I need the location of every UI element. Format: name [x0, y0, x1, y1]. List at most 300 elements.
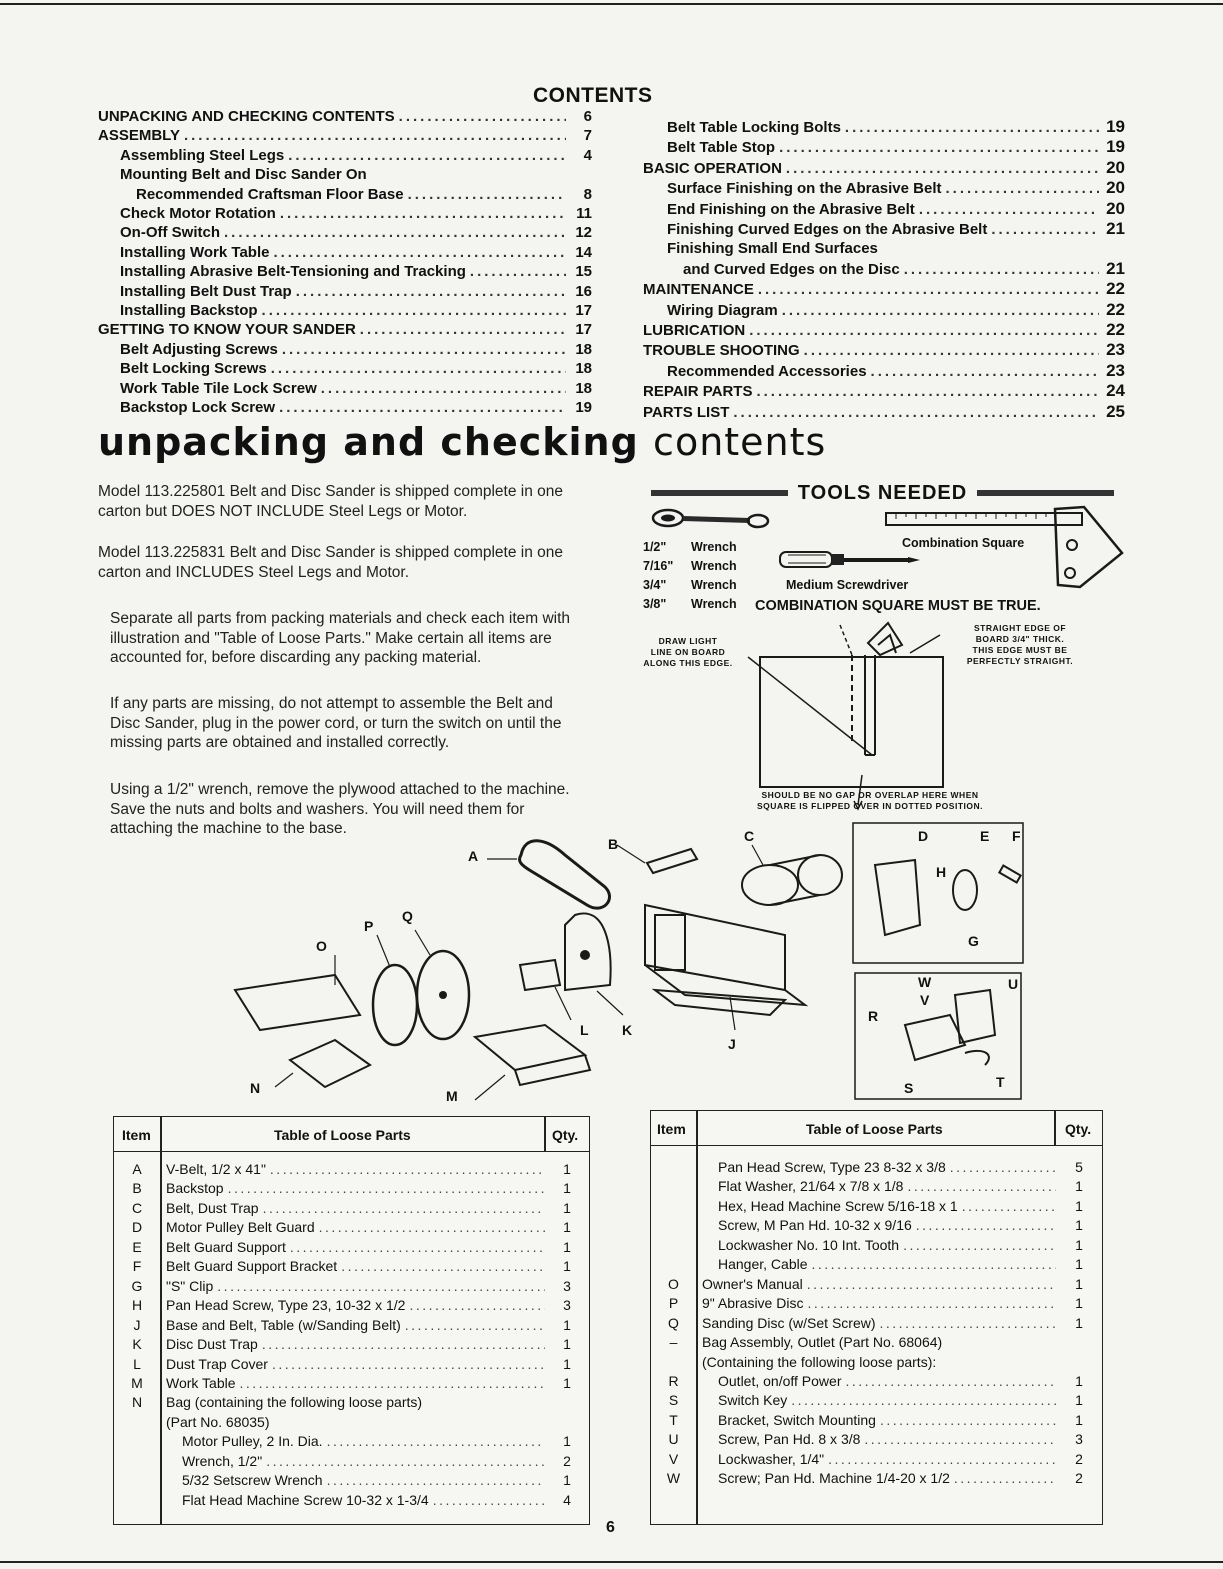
col-desc-header: Table of Loose Parts — [274, 1127, 411, 1143]
row-leader-dots — [263, 1199, 545, 1218]
disc-plate-drawing — [565, 913, 611, 990]
row-leader-dots — [409, 1296, 545, 1315]
toc-entry — [643, 381, 1125, 401]
col-qty-header: Qty. — [1065, 1121, 1092, 1137]
toc-entry-label: Surface Finishing on the Abrasive Belt — [667, 180, 942, 198]
toc-entry-label: Check Motor Rotation — [120, 205, 276, 223]
heading-bar-left — [651, 490, 788, 496]
row-desc — [696, 1391, 1056, 1410]
row-leader-dots — [217, 1277, 545, 1296]
wrench-size-row — [643, 538, 737, 557]
wrench-size-row — [643, 595, 737, 614]
callout-k: K — [622, 1022, 633, 1038]
parts-exploded-illustration — [225, 815, 1055, 1115]
table-row — [114, 1432, 589, 1451]
row-item — [651, 1158, 696, 1177]
sanding-disc-drawing — [417, 951, 469, 1039]
row-leader-dots — [903, 1236, 1056, 1255]
row-item: R — [668, 1372, 679, 1389]
row-qty: 1 — [1075, 1197, 1083, 1214]
toc-entry-label: ASSEMBLY — [98, 127, 180, 145]
toc-entry-label: Installing Work Table — [120, 243, 270, 261]
backstop-drawing — [647, 849, 697, 873]
paragraph-model-801: Model 113.225801 Belt and Disc Sander is shipped complete in one carton but DOES NOT INCLUDE Steel Legs or Motor. — [98, 483, 564, 520]
row-desc-text: Owner's Manual — [702, 1275, 803, 1292]
row-desc — [696, 1333, 1056, 1352]
row-desc-text: V-Belt, 1/2 x 41" — [166, 1161, 266, 1177]
row-item — [114, 1413, 160, 1432]
row-desc-text: Bag Assembly, Outlet (Part No. 68064) — [702, 1334, 943, 1351]
tools-needed-heading: TOOLS NEEDED — [651, 481, 1114, 505]
table-row — [651, 1255, 1102, 1274]
dust-trap-drawing — [742, 855, 842, 905]
row-item: L — [133, 1355, 141, 1372]
callout-r: R — [868, 1008, 879, 1024]
row-desc — [160, 1491, 545, 1510]
toc-entry-page: 12 — [575, 224, 592, 242]
callout-p: P — [364, 918, 374, 934]
row-item: J — [133, 1316, 141, 1333]
table-rows — [651, 1158, 1102, 1489]
wrench-size: 3/4" — [643, 578, 667, 592]
toc-entry-page: 19 — [575, 399, 592, 417]
row-item: H — [131, 1297, 143, 1314]
table-row — [651, 1275, 1102, 1294]
toc-entry-label: On-Off Switch — [120, 224, 220, 242]
toc-leader-dots — [271, 359, 566, 378]
col-desc-header: Table of Loose Parts — [806, 1121, 943, 1137]
toc-entry-label: Installing Abrasive Belt-Tensioning and Tracking — [120, 263, 466, 281]
row-item — [651, 1216, 696, 1235]
row-qty: 1 — [563, 1374, 571, 1391]
callout-h: H — [936, 864, 947, 880]
row-desc-text: (Part No. 68035) — [166, 1413, 270, 1430]
wrench-size-row — [643, 557, 737, 576]
callout-c: C — [744, 828, 755, 844]
table-row — [651, 1197, 1102, 1216]
page-number: 6 — [606, 1519, 615, 1536]
row-desc — [696, 1255, 1056, 1274]
row-item: K — [132, 1336, 142, 1353]
toc-entry-label: UNPACKING AND CHECKING CONTENTS — [98, 108, 395, 125]
toc-entry-page: 17 — [575, 321, 592, 339]
parts-bag-drawing — [290, 1040, 370, 1087]
toc-entry-label: GETTING TO KNOW YOUR SANDER — [98, 321, 356, 339]
wrench-size: 1/2" — [643, 540, 667, 554]
table-row — [651, 1177, 1102, 1196]
toc-entry-page: 21 — [1106, 219, 1125, 239]
row-item: N — [131, 1394, 143, 1411]
toc-leader-dots — [919, 200, 1099, 219]
toc-entry — [643, 137, 1125, 157]
table-row — [651, 1391, 1102, 1410]
paragraph-missing-parts: If any parts are missing, do not attempt to assemble the Belt and Disc Sander, plug in the power cord, or turn the switch on until the missing parts are obtained and installed correctly. — [110, 695, 562, 751]
toc-entry-label: PARTS LIST — [643, 403, 730, 421]
toc-leader-dots — [782, 301, 1099, 320]
toc-entry-page: 8 — [583, 185, 592, 203]
row-item: P — [668, 1295, 679, 1312]
dust-trap-cover-drawing — [520, 960, 560, 990]
toc-entry — [643, 178, 1125, 198]
callout-n: N — [250, 1080, 261, 1096]
row-desc-text: Screw, M Pan Hd. 10-32 x 9/16 — [718, 1217, 912, 1234]
row-desc — [160, 1432, 545, 1451]
row-desc-text: Sanding Disc (w/Set Screw) — [702, 1314, 876, 1331]
toc-leader-dots — [804, 341, 1099, 360]
paragraph-remove-plywood: Using a 1/2" wrench, remove the plywood attached to the machine. Save the nuts and bolts and washers. You will need them for attaching the machine to the base. — [110, 781, 570, 837]
row-qty: 1 — [1075, 1314, 1083, 1331]
toc-entry-page: 18 — [575, 360, 592, 378]
row-desc — [160, 1316, 545, 1335]
table-row — [114, 1160, 589, 1179]
col-item-header: Item — [122, 1127, 151, 1143]
row-desc-text: Belt, Dust Trap — [166, 1199, 259, 1216]
toc-entry — [98, 107, 592, 126]
row-qty: 1 — [563, 1316, 571, 1333]
toc-entry — [98, 340, 592, 359]
row-qty: 1 — [1075, 1295, 1083, 1312]
row-desc — [160, 1452, 545, 1471]
callout-t: T — [996, 1074, 1005, 1090]
row-leader-dots — [274, 1413, 546, 1432]
toc-entry-label: MAINTENANCE — [643, 281, 754, 299]
toc-entry-label: Belt Table Locking Bolts — [667, 119, 841, 136]
row-desc-text: Flat Washer, 21/64 x 7/8 x 1/8 — [718, 1178, 904, 1195]
row-item — [114, 1432, 160, 1451]
toc-entry-page: 24 — [1106, 381, 1125, 401]
row-desc-text: Disc Dust Trap — [166, 1336, 258, 1353]
row-qty — [545, 1393, 589, 1412]
toc-entry-label: and Curved Edges on the Disc — [683, 260, 900, 278]
toc-entry-page: 11 — [576, 205, 592, 223]
row-leader-dots — [270, 1160, 545, 1179]
toc-entry — [98, 146, 592, 165]
guard-inset-box — [853, 823, 1023, 963]
callout-l: L — [580, 1022, 589, 1038]
row-leader-dots — [880, 1411, 1056, 1430]
toc-leader-dots — [399, 107, 566, 126]
row-desc-text: Belt Guard Support Bracket — [166, 1258, 338, 1275]
row-leader-dots — [290, 1238, 545, 1257]
toc-entry — [643, 117, 1125, 137]
row-desc — [160, 1355, 545, 1374]
row-qty: 3 — [563, 1277, 571, 1294]
row-qty: 1 — [563, 1258, 571, 1275]
toc-entry — [98, 223, 592, 242]
toc-leader-dots — [288, 146, 566, 165]
callout-d: D — [918, 828, 929, 844]
row-desc — [160, 1413, 545, 1432]
row-desc — [160, 1160, 545, 1179]
table-row — [651, 1294, 1102, 1313]
toc-leader-dots — [779, 138, 1099, 157]
work-table-drawing — [475, 1025, 590, 1085]
row-leader-dots — [812, 1255, 1056, 1274]
toc-entry — [643, 340, 1125, 360]
row-leader-dots — [845, 1372, 1056, 1391]
row-leader-dots — [954, 1469, 1056, 1488]
row-item: O — [668, 1275, 679, 1292]
toc-entry-page: 19 — [1106, 137, 1125, 157]
row-qty: 1 — [563, 1355, 571, 1372]
toc-entry-page: 20 — [1106, 157, 1125, 177]
row-desc-text: Pan Head Screw, Type 23, 10-32 x 1/2 — [166, 1297, 406, 1314]
row-desc — [696, 1177, 1056, 1196]
row-desc-text: Motor Pulley Belt Guard — [166, 1219, 315, 1236]
wrench-label: Wrench — [691, 578, 737, 592]
paragraph-separate-parts: Separate all parts from packing materials and check each item with illustration and "Table of Loose Parts." Make certain all items are accounted for, before discarding any packing material. — [110, 610, 571, 666]
toc-entry-page: 22 — [1106, 299, 1125, 319]
row-qty: 1 — [563, 1199, 571, 1216]
heading-bar-right — [977, 490, 1114, 496]
toc-entry — [643, 199, 1125, 219]
row-leader-dots — [916, 1216, 1056, 1235]
section-title — [98, 420, 826, 464]
sander-base-drawing — [645, 905, 805, 1015]
row-leader-dots — [327, 1432, 545, 1451]
toc-entry-label: Backstop Lock Screw — [120, 399, 276, 417]
toc-entry — [643, 320, 1125, 340]
toc-leader-dots — [470, 262, 566, 281]
table-header — [651, 1111, 1102, 1146]
toc-entry — [98, 282, 592, 301]
toc-leader-dots — [279, 398, 566, 417]
toc-leader-dots — [749, 321, 1099, 340]
row-item: Q — [668, 1314, 679, 1331]
table-rows — [114, 1160, 589, 1510]
row-desc — [160, 1199, 545, 1218]
table-header — [114, 1117, 589, 1152]
contents-heading: CONTENTS — [533, 84, 653, 107]
row-qty: 1 — [1075, 1392, 1083, 1409]
row-desc — [696, 1411, 1056, 1430]
toc-entry-page: 14 — [575, 243, 592, 261]
toc-entry-page: 23 — [1106, 340, 1125, 360]
toc-entry-page: 17 — [575, 302, 592, 320]
row-qty — [1056, 1353, 1102, 1372]
table-row — [114, 1179, 589, 1198]
row-desc — [160, 1238, 545, 1257]
row-desc-text: Screw, Pan Hd. 8 x 3/8 — [718, 1431, 861, 1448]
row-item: S — [668, 1392, 679, 1409]
table-row — [651, 1236, 1102, 1255]
row-leader-dots — [266, 1452, 545, 1471]
callout-v: V — [920, 992, 930, 1008]
wrench-size-row — [643, 576, 737, 595]
callout-o: O — [316, 938, 327, 954]
toc-entry-label: Belt Table Stop — [667, 139, 776, 157]
toc-entry-page: 20 — [1106, 178, 1125, 198]
row-desc — [696, 1236, 1056, 1255]
toc-entry-page: 6 — [583, 108, 592, 125]
row-desc — [160, 1218, 545, 1237]
row-desc — [696, 1469, 1056, 1488]
row-item: W — [666, 1470, 681, 1487]
row-leader-dots — [319, 1218, 545, 1237]
row-desc — [696, 1353, 1056, 1372]
table-row — [114, 1452, 589, 1471]
row-desc — [696, 1275, 1056, 1294]
row-qty: 1 — [1075, 1256, 1083, 1273]
table-row — [651, 1469, 1102, 1488]
row-desc — [696, 1158, 1056, 1177]
wrench-size: 3/8" — [643, 597, 667, 611]
wrench-label: Wrench — [691, 540, 737, 554]
toc-entry — [643, 158, 1125, 178]
bottom-rule — [0, 1561, 1223, 1563]
row-desc-text: Hanger, Cable — [718, 1256, 808, 1273]
row-leader-dots — [807, 1294, 1056, 1313]
row-qty: 5 — [1075, 1159, 1083, 1175]
table-row — [114, 1296, 589, 1315]
table-row — [114, 1413, 589, 1432]
toc-leader-dots — [224, 223, 566, 242]
row-qty: 1 — [1075, 1178, 1083, 1195]
square-must-be-true: COMBINATION SQUARE MUST BE TRUE. — [755, 598, 1041, 614]
row-desc-text: Bag (containing the following loose parts) — [166, 1394, 423, 1411]
row-item: D — [131, 1219, 143, 1236]
table-row — [114, 1277, 589, 1296]
callout-s: S — [904, 1080, 914, 1096]
row-qty: 1 — [563, 1472, 571, 1489]
row-qty — [1056, 1333, 1102, 1352]
row-desc-text: Hex, Head Machine Screw 5/16-18 x 1 — [718, 1197, 958, 1214]
row-desc-text: Outlet, on/off Power — [718, 1372, 842, 1389]
wrench-label: Wrench — [691, 559, 737, 573]
row-leader-dots — [791, 1391, 1056, 1410]
table-row — [114, 1257, 589, 1276]
toc-entry-page: 20 — [1106, 198, 1125, 218]
toc-leader-dots — [904, 260, 1099, 279]
row-leader-dots — [240, 1374, 545, 1393]
row-desc-text: Motor Pulley, 2 In. Dia. — [182, 1433, 323, 1450]
callout-a: A — [468, 848, 479, 864]
row-desc — [160, 1374, 545, 1393]
table-row — [651, 1411, 1102, 1430]
row-item: U — [668, 1431, 679, 1448]
toc-entry — [98, 262, 592, 281]
row-item: T — [669, 1411, 678, 1428]
row-qty: 1 — [563, 1336, 571, 1353]
row-desc-text: Wrench, 1/2" — [182, 1452, 263, 1469]
screwdriver-label: Medium Screwdriver — [786, 578, 909, 592]
row-qty: 1 — [1075, 1217, 1083, 1234]
row-leader-dots — [272, 1355, 545, 1374]
toc-entry-label: Installing Backstop — [120, 302, 258, 320]
toc-entry — [98, 301, 592, 320]
toc-entry-page: 18 — [575, 379, 592, 397]
toc-entry — [643, 259, 1125, 279]
wrench-list — [643, 538, 737, 614]
table-row — [651, 1158, 1102, 1177]
table-row — [114, 1238, 589, 1257]
toc-entry — [98, 398, 592, 417]
v-belt-drawing — [519, 841, 609, 908]
row-qty: 1 — [563, 1238, 571, 1255]
row-desc — [696, 1372, 1056, 1391]
toc-leader-dots — [273, 243, 566, 262]
wrench-label: Wrench — [691, 597, 737, 611]
toc-entry — [98, 185, 592, 204]
row-leader-dots — [940, 1353, 1056, 1372]
row-desc — [696, 1294, 1056, 1313]
toc-leader-dots — [991, 220, 1099, 239]
row-qty: 1 — [563, 1219, 571, 1236]
row-qty: 4 — [563, 1491, 571, 1508]
square-check-diagram — [748, 623, 943, 809]
row-desc — [160, 1179, 545, 1198]
toc-entry — [643, 219, 1125, 239]
row-desc — [160, 1335, 545, 1354]
table-row — [114, 1316, 589, 1335]
row-desc — [160, 1471, 545, 1490]
wrench-icon — [653, 510, 768, 527]
row-desc-text: 9" Abrasive Disc — [702, 1295, 804, 1312]
contents-left-column — [98, 107, 592, 418]
row-leader-dots — [807, 1275, 1056, 1294]
row-qty: 3 — [563, 1297, 571, 1314]
row-item: A — [132, 1161, 142, 1177]
table-row — [651, 1430, 1102, 1449]
row-qty: 2 — [563, 1452, 571, 1469]
row-qty: 1 — [1075, 1236, 1083, 1253]
row-desc — [160, 1393, 545, 1412]
table-row — [651, 1353, 1102, 1372]
row-leader-dots — [946, 1333, 1056, 1352]
row-desc-text: Work Table — [166, 1374, 236, 1391]
toc-entry — [98, 126, 592, 145]
toc-entry-page: 16 — [575, 282, 592, 300]
loose-parts-table-right — [650, 1110, 1103, 1525]
row-desc-text: Switch Key — [718, 1392, 788, 1409]
toc-leader-dots — [845, 118, 1099, 137]
row-leader-dots — [405, 1316, 545, 1335]
row-qty: 1 — [1075, 1411, 1083, 1428]
toc-entry-label: Belt Adjusting Screws — [120, 340, 278, 358]
toc-entry — [643, 300, 1125, 320]
table-row — [651, 1450, 1102, 1469]
callout-m: M — [446, 1088, 458, 1104]
table-row — [651, 1314, 1102, 1333]
callout-w: W — [918, 974, 932, 990]
wrench-size: 7/16" — [643, 559, 674, 573]
row-leader-dots — [907, 1177, 1056, 1196]
row-desc-text: Bracket, Switch Mounting — [718, 1411, 876, 1428]
row-item — [651, 1177, 696, 1196]
toc-entry-label: TROUBLE SHOOTING — [643, 342, 800, 360]
callout-b: B — [608, 836, 619, 852]
note-draw-light-line: DRAW LIGHT LINE ON BOARD ALONG THIS EDGE. — [643, 636, 733, 668]
row-qty: 1 — [563, 1161, 571, 1177]
toc-entry-label: REPAIR PARTS — [643, 383, 753, 401]
toc-entry — [98, 165, 592, 184]
col-item-header: Item — [657, 1121, 686, 1137]
toc-entry-label: Finishing Small End Surfaces — [667, 240, 878, 258]
toc-entry-label: Work Table Tile Lock Screw — [120, 379, 317, 397]
note-no-gap: SHOULD BE NO GAP OR OVERLAP HERE WHEN SQUARE IS FLIPPED OVER IN DOTTED POSITION. — [757, 790, 983, 811]
row-qty: 1 — [1075, 1372, 1083, 1389]
toc-entry — [643, 361, 1125, 381]
toc-leader-dots — [282, 340, 566, 359]
toc-entry-page: 19 — [1106, 117, 1125, 136]
toc-entry-page: 7 — [583, 127, 592, 145]
row-item — [651, 1236, 696, 1255]
combination-square-label: Combination Square — [902, 536, 1025, 550]
row-desc — [696, 1216, 1056, 1235]
toc-entry — [643, 279, 1125, 299]
table-row — [114, 1393, 589, 1412]
toc-leader-dots — [871, 362, 1099, 381]
